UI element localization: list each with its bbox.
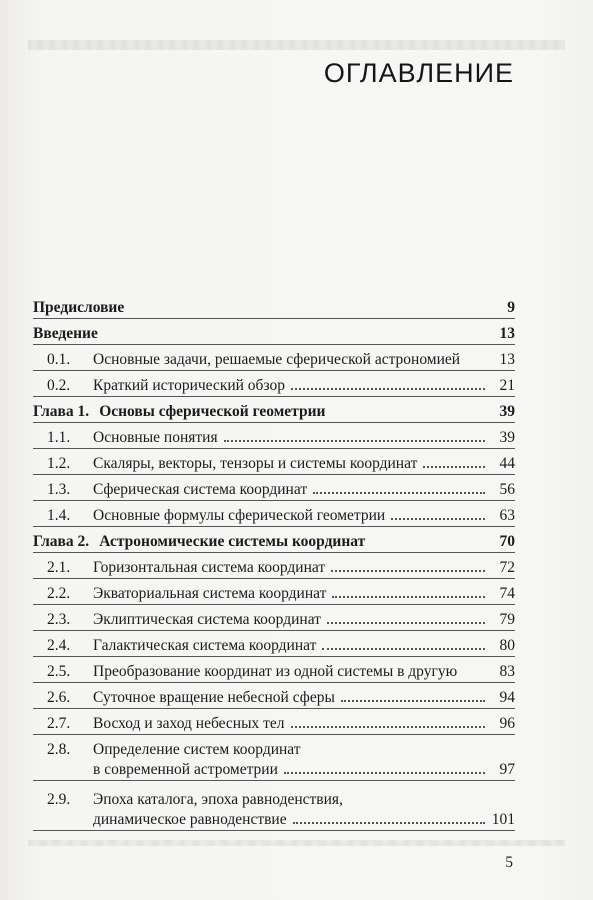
toc-entry-title-continued: в современной астрометрии xyxy=(93,761,278,778)
toc-entry-page: 13 xyxy=(499,325,515,342)
toc-entry-page: 72 xyxy=(499,559,515,576)
toc-entry-0-1 xyxy=(33,350,515,371)
toc-entry-page: 39 xyxy=(499,429,515,446)
toc-entry-title-continued: динамическое равноденствие xyxy=(93,811,287,828)
toc-entry-page: 94 xyxy=(499,689,515,706)
toc-entry-number: 0.1. xyxy=(47,351,71,368)
toc-entry-page: 74 xyxy=(499,585,515,602)
toc-entry-page: 83 xyxy=(499,663,515,680)
toc-entry-title: Восход и заход небесных тел xyxy=(93,715,285,732)
dot-leader xyxy=(322,648,485,650)
toc-entry-page: 9 xyxy=(507,299,515,316)
toc-entry-title: Преобразование координат из одной системы в другую xyxy=(93,663,458,680)
toc-entry-number: 2.9. xyxy=(47,791,71,808)
toc-entry-number: 2.3. xyxy=(47,611,71,628)
toc-entry-page: 70 xyxy=(499,533,515,550)
toc-entry-page: 63 xyxy=(499,507,515,524)
dot-leader xyxy=(293,822,485,824)
dot-leader xyxy=(332,596,485,598)
toc-entry-introduction xyxy=(33,324,515,345)
toc-entry-number: 1.3. xyxy=(47,481,71,498)
page-number: 5 xyxy=(505,854,513,871)
toc-entry-title: Основы сферической геометрии xyxy=(99,403,326,420)
toc-entry-2-4 xyxy=(33,636,515,657)
toc-entry-2-3 xyxy=(33,610,515,631)
toc-entry-2-2 xyxy=(33,584,515,605)
toc-entry-title: Сферическая система координат xyxy=(93,481,308,498)
toc-entry-number: 1.1. xyxy=(47,429,71,446)
toc-entry-title: Основные задачи, решаемые сферической астрономией xyxy=(93,351,461,368)
toc-entry-number: 2.5. xyxy=(47,663,71,680)
toc-entry-number: 2.6. xyxy=(47,689,71,706)
toc-entry-2-9 xyxy=(33,790,515,831)
toc-entry-title: Краткий исторический обзор xyxy=(93,377,285,394)
toc-entry-1-1 xyxy=(33,428,515,449)
toc-entry-title: Горизонтальная система координат xyxy=(93,559,326,576)
dot-leader xyxy=(291,726,486,728)
toc-entry-number: 2.1. xyxy=(47,559,71,576)
toc-entry-number: 1.2. xyxy=(47,455,71,472)
toc-entry-title: Определение систем координат xyxy=(93,741,301,758)
toc-entry-page: 101 xyxy=(491,811,515,828)
toc-entry-title: Эклиптическая система координат xyxy=(93,611,321,628)
toc-entry-page: 79 xyxy=(499,611,515,628)
page-title: ОГЛАВЛЕНИЕ xyxy=(323,58,514,88)
toc-entry-preface xyxy=(33,298,515,319)
toc-entry-page: 80 xyxy=(499,637,515,654)
dot-leader xyxy=(224,440,485,442)
toc-entry-number: 1.4. xyxy=(47,507,71,524)
toc-entry-title: Основные формулы сферической геометрии xyxy=(93,507,386,524)
dot-leader xyxy=(391,518,485,520)
toc-entry-1-3 xyxy=(33,480,515,501)
toc-entry-chapter-1 xyxy=(33,402,515,423)
bottom-bleed-band xyxy=(28,840,565,846)
toc-entry-number: 2.8. xyxy=(47,741,71,758)
toc-entry-chapter-2 xyxy=(33,532,515,553)
toc-entry-title: Эпоха каталога, эпоха равноденствия, xyxy=(93,791,343,808)
toc-entry-title: Суточное вращение небесной сферы xyxy=(93,689,335,706)
toc-entry-page: 39 xyxy=(499,403,515,420)
toc-entry-2-6 xyxy=(33,688,515,709)
toc-entry-page: 96 xyxy=(499,715,515,732)
toc-entry-2-7 xyxy=(33,714,515,735)
toc-entry-1-4 xyxy=(33,506,515,527)
toc-entry-number: 2.2. xyxy=(47,585,71,602)
toc-entry-number: 0.2. xyxy=(47,377,71,394)
toc-chapter-number: Глава 2. xyxy=(33,533,90,550)
dot-leader xyxy=(291,388,485,390)
toc-entry-2-8 xyxy=(33,740,515,781)
toc-entry-title: Основные понятия xyxy=(93,429,218,446)
dot-leader xyxy=(327,622,485,624)
toc-entry-2-5 xyxy=(33,662,515,683)
toc-entry-number: 2.7. xyxy=(47,715,71,732)
toc-entry-page: 13 xyxy=(499,351,515,368)
dot-leader xyxy=(313,492,485,494)
dot-leader xyxy=(284,772,485,774)
toc-entry-number: 2.4. xyxy=(47,637,71,654)
toc-entry-2-1 xyxy=(33,558,515,579)
dot-leader xyxy=(341,700,485,702)
dot-leader xyxy=(423,466,485,468)
toc-entry-title: Астрономические системы координат xyxy=(99,533,366,550)
toc-entry-page: 44 xyxy=(499,455,515,472)
toc-entry-title: Скаляры, векторы, тензоры и системы координат xyxy=(93,455,418,472)
dot-leader xyxy=(331,570,485,572)
toc-chapter-number: Глава 1. xyxy=(33,403,90,420)
toc-entry-page: 56 xyxy=(499,481,515,498)
toc-entry-title: Предисловие xyxy=(33,299,125,316)
toc-entry-0-2 xyxy=(33,376,515,397)
top-bleed-band xyxy=(28,40,565,50)
toc-entry-title: Галактическая система координат xyxy=(93,637,317,654)
toc-entry-title: Экваториальная система координат xyxy=(93,585,327,602)
toc-entry-page: 21 xyxy=(499,377,515,394)
toc-entry-page: 97 xyxy=(499,761,515,778)
toc-entry-1-2 xyxy=(33,454,515,475)
toc-entry-title: Введение xyxy=(33,325,98,342)
